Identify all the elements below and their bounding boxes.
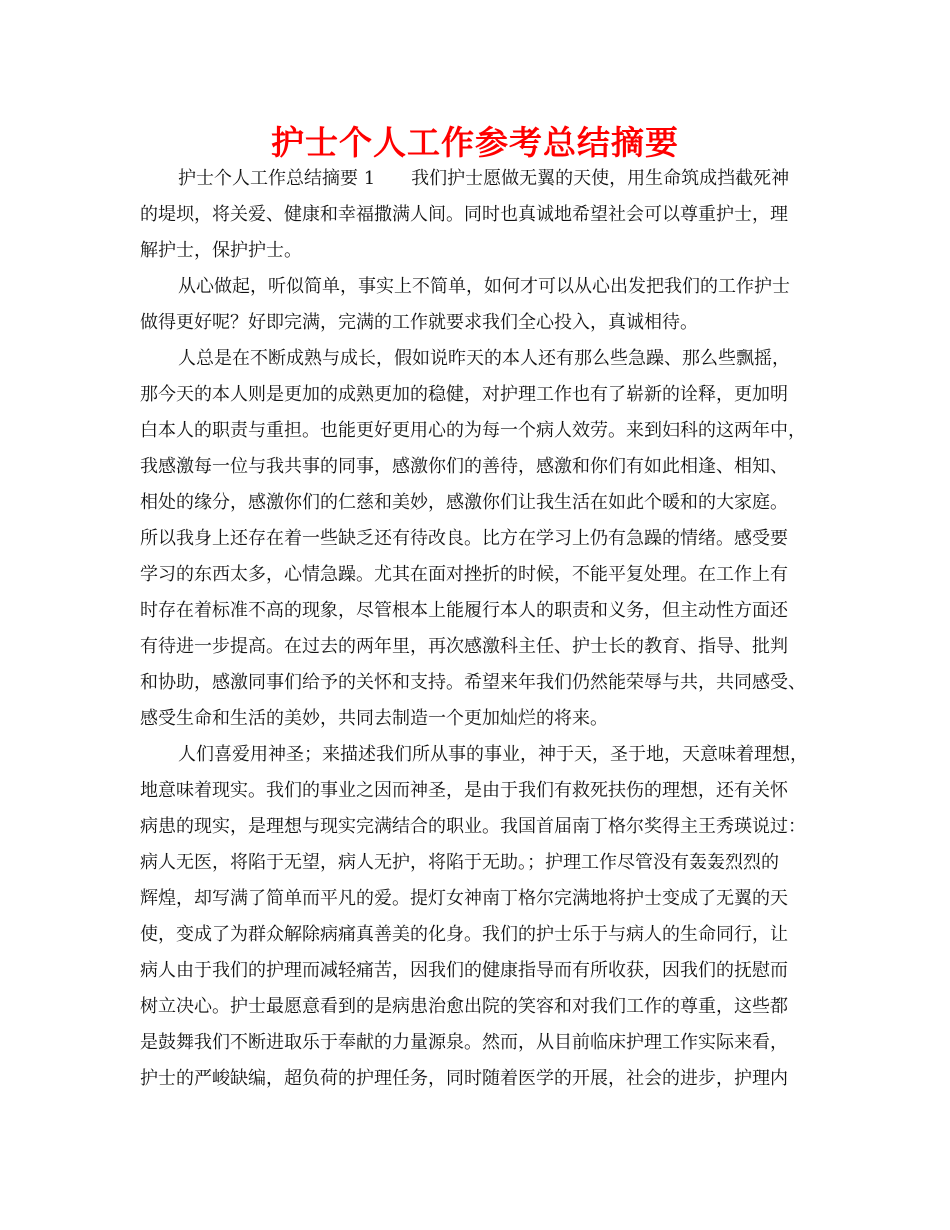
text-line: 白本人的职责与重担。也能更好更用心的为每一个病人效劳。来到妇科的这两年中， bbox=[140, 420, 806, 441]
text-line: 解护士，保护护士。 bbox=[140, 240, 302, 261]
text-line: 人们喜爱用神圣；来描述我们所从事的事业，神于天，圣于地，天意味着理想， bbox=[178, 744, 808, 765]
text-line: 时存在着标准不高的现象，尽管根本上能履行本人的职责和义务，但主动性方面还 bbox=[140, 600, 788, 621]
text-line: 有待进一步提高。在过去的两年里，再次感激科主任、护士长的教育、指导、批判 bbox=[140, 636, 788, 657]
text-line: 护士的严峻缺编，超负荷的护理任务，同时随着医学的开展，社会的进步，护理内 bbox=[140, 1068, 788, 1089]
text-line: 那今天的本人则是更加的成熟更加的稳健，对护理工作也有了崭新的诠释，更加明 bbox=[140, 384, 788, 405]
document-title: 护士个人工作参考总结摘要 bbox=[271, 123, 679, 162]
text-line: 病人由于我们的护理而减轻痛苦，因我们的健康指导而有所收获，因我们的抚慰而 bbox=[140, 960, 788, 981]
text-line: 地意味着现实。我们的事业之因而神圣，是由于我们有救死扶伤的理想，还有关怀 bbox=[140, 780, 788, 801]
text-line: 做得更好呢？好即完满，完满的工作就要求我们全心投入，真诚相待。 bbox=[140, 312, 698, 333]
text-line: 树立决心。护士最愿意看到的是病患治愈出院的笑容和对我们工作的尊重，这些都 bbox=[140, 996, 788, 1017]
text-line: 辉煌，却写满了简单而平凡的爱。提灯女神南丁格尔完满地将护士变成了无翼的天 bbox=[140, 888, 788, 909]
text-line: 学习的东西太多，心情急躁。尤其在面对挫折的时候，不能平复处理。在工作上有 bbox=[140, 564, 788, 585]
text-line: 感受生命和生活的美妙，共同去制造一个更加灿烂的将来。 bbox=[140, 708, 608, 729]
text-line: 我感激每一位与我共事的同事，感激你们的善待，感激和你们有如此相逢、相知、 bbox=[140, 456, 788, 477]
text-line: 和协助，感激同事们给予的关怀和支持。希望来年我们仍然能荣辱与共，共同感受、 bbox=[140, 672, 806, 693]
text-line: 病人无医，将陷于无望，病人无护，将陷于无助。；护理工作尽管没有轰轰烈烈的 bbox=[140, 852, 779, 873]
text-line: 从心做起，听似简单，事实上不简单，如何才可以从心出发把我们的工作护士 bbox=[178, 276, 790, 297]
text-line: 人总是在不断成熟与成长，假如说昨天的本人还有那么些急躁、那么些飘摇， bbox=[178, 348, 790, 369]
text-line: 是鼓舞我们不断进取乐于奉献的力量源泉。然而，从目前临床护理工作实际来看， bbox=[140, 1032, 788, 1053]
text-line: 病患的现实，是理想与现实完满结合的职业。我国首届南丁格尔奖得主王秀瑛说过： bbox=[140, 816, 806, 837]
text-line: 所以我身上还存在着一些缺乏还有待改良。比方在学习上仍有急躁的情绪。感受要 bbox=[140, 528, 788, 549]
text-line: 使，变成了为群众解除病痛真善美的化身。我们的护士乐于与病人的生命同行，让 bbox=[140, 924, 788, 945]
text-line: 相处的缘分，感激你们的仁慈和美妙，感激你们让我生活在如此个暖和的大家庭。 bbox=[140, 492, 788, 513]
document-body bbox=[140, 161, 830, 1097]
text-line: 的堤坝，将关爱、健康和幸福撒满人间。同时也真诚地希望社会可以尊重护士，理 bbox=[140, 204, 788, 225]
text-line: 护士个人工作总结摘要 1 我们护士愿做无翼的天使，用生命筑成挡截死神 bbox=[178, 168, 790, 189]
